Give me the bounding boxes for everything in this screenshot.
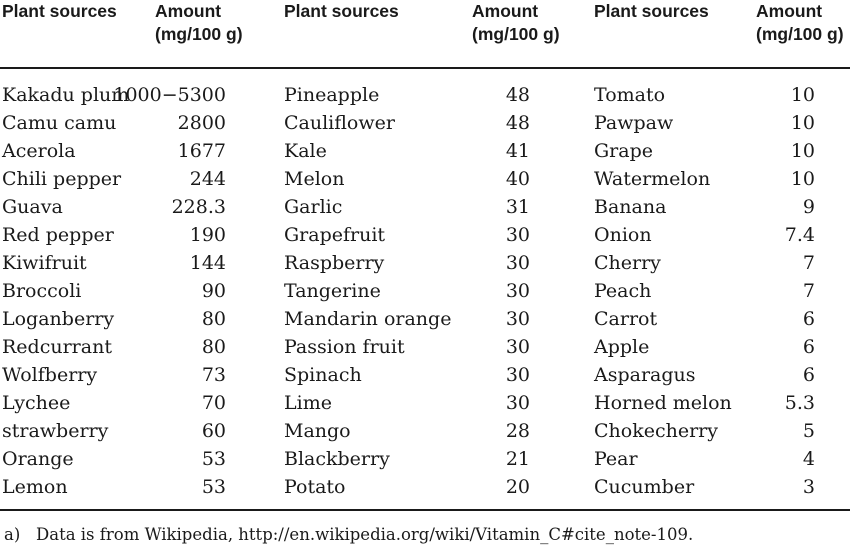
plant-source-cell: Blackberry (284, 448, 390, 470)
plant-source-cell: Tangerine (284, 280, 381, 302)
amount-cell: 30 (505, 308, 530, 330)
amount-cell: 30 (505, 336, 530, 358)
plant-source-cell: Garlic (284, 196, 343, 218)
plant-source-cell: Grape (594, 140, 653, 162)
plant-source-cell: Mango (284, 420, 351, 442)
plant-source-cell: Lychee (2, 392, 71, 414)
amount-cell: 41 (505, 140, 530, 162)
header-amount-label: Amount (155, 1, 222, 21)
plant-source-cell: Spinach (284, 364, 362, 386)
plant-source-cell: Tomato (594, 84, 666, 106)
plant-source-cell: Lime (284, 392, 332, 414)
amount-cell: 1677 (177, 140, 226, 162)
amount-cell: 80 (201, 308, 226, 330)
header-amount-unit: (mg/100 g) (472, 24, 560, 44)
header-plant-sources: Plant sources (594, 1, 709, 21)
amount-cell: 30 (505, 252, 530, 274)
amount-cell: 5 (802, 420, 815, 442)
amount-cell: 31 (505, 196, 530, 218)
amount-cell: 70 (201, 392, 226, 414)
plant-source-cell: Kiwifruit (2, 252, 87, 274)
plant-source-cell: Broccoli (2, 280, 82, 302)
plant-source-cell: Red pepper (2, 224, 114, 246)
header-plant-sources: Plant sources (284, 1, 399, 21)
amount-cell: 10 (790, 168, 815, 190)
header-amount (155, 0, 243, 46)
amount-cell: 7 (802, 252, 815, 274)
header-amount-label: Amount (756, 1, 823, 21)
plant-source-cell: Camu camu (2, 112, 117, 134)
amount-cell: 190 (189, 224, 226, 246)
plant-source-cell: Cauliflower (284, 112, 395, 134)
plant-source-cell: Kale (284, 140, 327, 162)
amount-cell: 244 (189, 168, 226, 190)
plant-source-cell: Horned melon (594, 392, 732, 414)
plant-source-cell: Lemon (2, 476, 68, 498)
amount-cell: 20 (505, 476, 530, 498)
plant-source-cell: Wolfberry (2, 364, 98, 386)
plant-source-cell: Watermelon (594, 168, 711, 190)
plant-source-cell: Loganberry (2, 308, 115, 330)
amount-cell: 2800 (177, 112, 226, 134)
plant-source-cell: Acerola (2, 140, 76, 162)
amount-cell: 48 (505, 112, 530, 134)
plant-source-cell: Redcurrant (2, 336, 112, 358)
amount-cell: 53 (201, 476, 226, 498)
amount-cell: 53 (201, 448, 226, 470)
plant-source-cell: strawberry (2, 420, 109, 442)
amount-cell: 10 (790, 112, 815, 134)
plant-source-cell: Passion fruit (284, 336, 405, 358)
footnote-marker: a) (4, 525, 21, 544)
amount-cell: 10 (790, 140, 815, 162)
header-amount-unit: (mg/100 g) (155, 24, 243, 44)
plant-source-cell: Guava (2, 196, 63, 218)
header-amount-unit: (mg/100 g) (756, 24, 844, 44)
plant-source-cell: Chili pepper (2, 168, 122, 190)
plant-source-cell: Pawpaw (594, 112, 674, 134)
amount-cell: 73 (201, 364, 226, 386)
plant-source-cell: Raspberry (284, 252, 385, 274)
amount-cell: 6 (802, 336, 815, 358)
plant-source-cell: Mandarin orange (284, 308, 452, 330)
plant-source-cell: Kakadu plum (2, 84, 130, 106)
amount-cell: 30 (505, 224, 530, 246)
plant-source-cell: Cucumber (594, 476, 695, 498)
amount-cell: 30 (505, 364, 530, 386)
amount-cell: 21 (505, 448, 530, 470)
plant-source-cell: Cherry (594, 252, 661, 274)
amount-cell: 228.3 (171, 196, 226, 218)
footnote-text: Data is from Wikipedia, http://en.wikipedia.org/wiki/Vitamin_C#cite_note-109. (36, 525, 694, 544)
amount-cell: 7 (802, 280, 815, 302)
amount-cell: 28 (505, 420, 530, 442)
amount-cell: 7.4 (784, 224, 815, 246)
amount-cell: 48 (505, 84, 530, 106)
amount-cell: 3 (802, 476, 815, 498)
plant-source-cell: Grapefruit (284, 224, 386, 246)
amount-cell: 10 (790, 84, 815, 106)
amount-cell: 90 (201, 280, 226, 302)
amount-cell: 40 (505, 168, 530, 190)
plant-source-cell: Banana (594, 196, 667, 218)
plant-source-cell: Orange (2, 448, 74, 470)
amount-cell: 6 (802, 364, 815, 386)
header-plant-sources: Plant sources (2, 1, 117, 21)
plant-source-cell: Onion (594, 224, 652, 246)
amount-cell: 4 (802, 448, 815, 470)
header-amount (472, 0, 560, 46)
plant-source-cell: Melon (284, 168, 345, 190)
amount-cell: 5.3 (784, 392, 815, 414)
amount-cell: 60 (201, 420, 226, 442)
amount-cell: 30 (505, 280, 530, 302)
amount-cell: 9 (802, 196, 815, 218)
plant-source-cell: Pear (594, 448, 638, 470)
amount-cell: 144 (189, 252, 226, 274)
header-rule (0, 67, 850, 69)
plant-source-cell: Chokecherry (594, 420, 718, 442)
amount-cell: 30 (505, 392, 530, 414)
bottom-rule (0, 509, 850, 511)
plant-source-cell: Apple (594, 336, 650, 358)
plant-source-cell: Peach (594, 280, 652, 302)
amount-cell: 6 (802, 308, 815, 330)
plant-source-cell: Potato (284, 476, 346, 498)
plant-source-cell: Pineapple (284, 84, 380, 106)
header-amount-label: Amount (472, 1, 539, 21)
footnote (4, 524, 693, 546)
plant-source-cell: Asparagus (594, 364, 696, 386)
plant-source-cell: Carrot (594, 308, 658, 330)
amount-cell: 1000−5300 (113, 84, 226, 106)
header-amount (756, 0, 844, 46)
amount-cell: 80 (201, 336, 226, 358)
